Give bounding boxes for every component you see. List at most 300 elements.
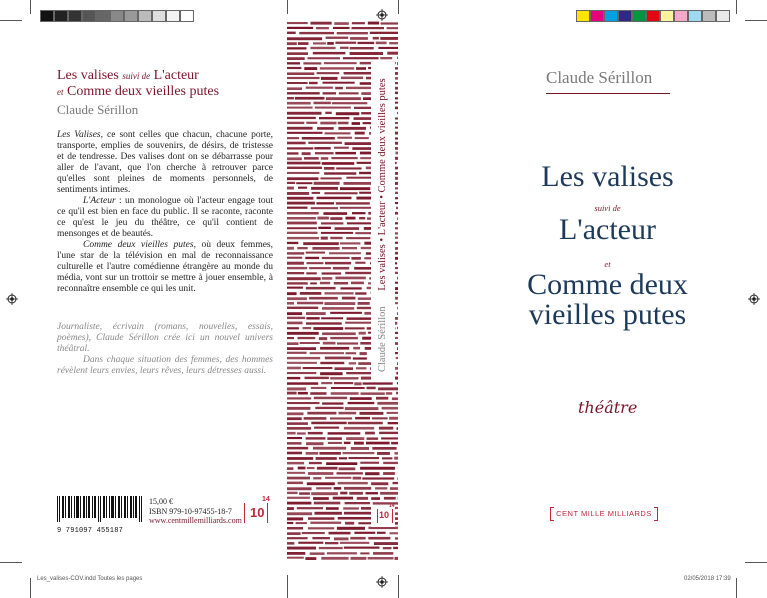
publisher-text: CENT MILLE MILLIARDS: [556, 509, 652, 518]
stripe: [298, 392, 308, 395]
stripe: [397, 327, 398, 329]
stripe: [366, 492, 379, 494]
stripe: [287, 392, 297, 395]
stripe: [295, 97, 325, 100]
stripe: [335, 42, 356, 44]
back-title-acteur: L'acteur: [153, 68, 199, 83]
stripe: [325, 132, 351, 134]
stripe: [308, 527, 334, 529]
stripe: [287, 197, 313, 200]
stripe: [287, 552, 305, 555]
stripe: [344, 442, 351, 444]
stripe: [299, 492, 310, 495]
stripe: [287, 312, 302, 315]
stripe: [304, 157, 319, 160]
stripe: [315, 407, 343, 409]
stripe: [306, 312, 326, 315]
stripe: [381, 437, 398, 439]
stripe: [287, 42, 297, 45]
stripe: [287, 462, 304, 465]
swatch: [180, 10, 194, 22]
stripe: [360, 412, 384, 415]
stripe: [287, 357, 320, 359]
bracket-right-icon: [654, 507, 658, 521]
stripe: [377, 452, 390, 455]
stripe: [339, 467, 356, 470]
stripe: [350, 537, 365, 540]
stripe: [287, 72, 314, 75]
spine-logo-sup: 14: [389, 503, 395, 509]
stripe: [287, 302, 294, 305]
stripe: [334, 382, 353, 384]
stripe: [339, 412, 357, 415]
stripe: [343, 452, 375, 454]
stripe: [304, 417, 327, 420]
stripe: [323, 92, 337, 94]
stripe: [365, 432, 375, 435]
stripe: [396, 207, 398, 209]
stripe: [287, 327, 299, 329]
stripe: [397, 57, 398, 59]
stripe: [306, 272, 317, 274]
stripe: [346, 217, 356, 220]
stripe: [287, 432, 296, 435]
front-cover-author: Claude Sérillon: [546, 68, 653, 87]
stripe: [338, 482, 368, 485]
stripe: [327, 437, 342, 440]
swatch: [674, 10, 688, 22]
stripe: [287, 317, 305, 319]
swatch: [152, 10, 166, 22]
stripe: [377, 402, 398, 405]
stripe: [287, 172, 319, 174]
stripe: [355, 292, 366, 294]
stripe: [287, 32, 296, 34]
stripe: [320, 67, 354, 69]
stripe: [321, 382, 332, 384]
stripe: [287, 352, 307, 354]
stripe: [300, 292, 322, 295]
stripe: [315, 152, 334, 154]
stripe: [303, 242, 339, 245]
stripe: [287, 407, 311, 410]
stripe: [302, 137, 335, 140]
stripe: [311, 422, 346, 425]
stripe: [287, 57, 305, 60]
stripe: [302, 152, 311, 155]
swatch: [166, 10, 180, 22]
publisher-logo-spine: [377, 503, 395, 523]
stripe: [316, 27, 329, 29]
stripe: [287, 397, 311, 399]
stripe: [349, 362, 356, 364]
stripe: [287, 547, 316, 550]
stripe: [287, 412, 304, 415]
author-bio: [57, 322, 273, 377]
stripe: [287, 232, 318, 234]
stripe: [287, 427, 311, 430]
front-title-comme-line1: Comme deux: [527, 268, 688, 301]
stripe: [322, 402, 343, 404]
stripe: [333, 497, 353, 500]
stripe: [345, 502, 371, 504]
stripe: [331, 387, 365, 389]
back-title-suivi-de: suivi de: [122, 71, 151, 81]
stripe: [397, 62, 398, 65]
stripe: [287, 202, 315, 205]
stripe: [340, 542, 369, 544]
stripe: [360, 467, 395, 470]
swatch: [96, 10, 110, 22]
spine-text: [372, 78, 394, 372]
swatch: [646, 10, 660, 22]
stripe: [287, 132, 323, 134]
stripe: [325, 542, 338, 544]
back-cover-author: Claude Sérillon: [57, 102, 139, 117]
stripe: [287, 162, 321, 165]
swatch: [618, 10, 632, 22]
stripe: [299, 32, 334, 34]
stripe: [346, 352, 357, 354]
stripe: [313, 477, 321, 479]
stripe: [350, 397, 372, 400]
stripe: [287, 362, 317, 364]
swatch: [68, 10, 82, 22]
stripe: [387, 52, 398, 55]
stripe: [287, 507, 294, 510]
stripe: [297, 247, 307, 249]
stripe: [368, 537, 390, 540]
stripe: [351, 447, 369, 450]
stripe: [313, 327, 343, 330]
registration-mark-icon: [6, 293, 18, 305]
stripe: [311, 387, 327, 389]
stripe: [287, 377, 300, 379]
stripe: [287, 322, 303, 325]
stripe: [287, 97, 294, 99]
publisher-website[interactable]: www.centmillemilliards.com: [149, 516, 242, 525]
stripe: [397, 427, 399, 430]
stripe: [321, 232, 353, 234]
stripe: [368, 557, 394, 560]
stripe: [316, 487, 331, 489]
stripe: [314, 102, 331, 105]
stripe: [338, 127, 366, 130]
stripe: [362, 477, 394, 479]
swatch: [124, 10, 138, 22]
stripe: [287, 307, 318, 309]
stripe: [335, 87, 343, 90]
stripe: [339, 92, 359, 94]
stripe: [287, 482, 303, 485]
stripe: [357, 497, 368, 500]
stripe: [298, 337, 316, 339]
stripe: [313, 42, 326, 44]
stripe: [320, 122, 336, 125]
stripe: [351, 257, 361, 260]
stripe: [287, 342, 299, 345]
stripe: [314, 182, 340, 185]
stripe: [325, 302, 356, 305]
stripe: [287, 22, 308, 24]
stripe: [338, 517, 373, 520]
stripe: [396, 392, 398, 395]
stripe: [350, 52, 383, 55]
stripe: [325, 112, 331, 114]
stripe: [322, 257, 350, 259]
stripe: [287, 142, 306, 145]
stripe: [323, 212, 347, 215]
stripe: [287, 67, 301, 69]
stripe: [309, 297, 338, 300]
stripe: [368, 527, 398, 529]
front-title-valises: Les valises: [541, 160, 674, 193]
stripe: [358, 302, 370, 305]
stripe: [324, 172, 356, 174]
stripe: [343, 57, 379, 59]
stripe: [324, 62, 357, 64]
stripe: [338, 122, 349, 125]
stripe: [287, 387, 306, 390]
stripe: [352, 27, 385, 29]
stripe: [330, 237, 342, 239]
stripe: [308, 142, 342, 144]
stripe: [395, 197, 398, 199]
stripe: [287, 537, 308, 539]
stripe: [333, 267, 349, 270]
stripe: [324, 192, 357, 194]
stripe: [337, 137, 352, 139]
stripe: [317, 197, 352, 200]
stripe: [395, 272, 398, 274]
swatch: [660, 10, 674, 22]
stripe: [307, 262, 324, 264]
stripe: [372, 417, 388, 419]
stripe: [287, 282, 308, 284]
stripe: [287, 127, 313, 130]
stripe: [312, 192, 321, 194]
front-title-acteur: L'acteur: [558, 213, 656, 246]
stripe: [374, 542, 398, 545]
stripe: [397, 112, 398, 114]
stripe: [334, 282, 348, 285]
stripe: [287, 417, 302, 420]
stripe: [287, 332, 319, 335]
stripe: [355, 137, 369, 139]
stripe: [314, 427, 339, 429]
stripe: [354, 532, 375, 534]
stripe: [287, 452, 302, 455]
stripe: [383, 547, 392, 549]
stripe: [334, 487, 342, 490]
stripe: [287, 207, 308, 209]
stripe: [324, 167, 335, 170]
stripe: [389, 42, 398, 44]
stripe: [312, 247, 339, 250]
stripe: [333, 27, 350, 29]
stripe: [330, 312, 362, 314]
stripe: [379, 432, 398, 434]
stripe: [368, 22, 379, 25]
stripe: [349, 492, 363, 495]
stripe: [287, 222, 317, 225]
stripe: [350, 37, 368, 40]
price-isbn-block: [149, 497, 242, 526]
stripe: [287, 337, 294, 339]
stripe: [320, 177, 341, 179]
stripe: [287, 177, 319, 180]
stripe: [287, 512, 312, 515]
stripe: [336, 167, 361, 169]
stripe: [314, 147, 330, 149]
stripe: [319, 117, 349, 119]
stripe: [396, 152, 399, 155]
stripe: [352, 212, 366, 214]
swatch: [590, 10, 604, 22]
stripe: [287, 122, 304, 124]
stripe: [306, 87, 333, 89]
stripe: [306, 317, 319, 319]
stripe: [287, 217, 316, 220]
stripe: [346, 437, 364, 440]
stripe: [345, 407, 379, 410]
stripe: [287, 257, 302, 259]
stripe: [320, 282, 330, 285]
stripe: [287, 457, 313, 460]
stripe: [382, 407, 398, 410]
stripe: [322, 277, 333, 280]
author-underline: [546, 93, 670, 94]
stripe: [337, 472, 363, 474]
stripe: [395, 557, 399, 560]
stripe: [393, 547, 398, 549]
stripe: [359, 217, 365, 219]
stripe: [387, 27, 398, 29]
stripe: [287, 167, 322, 169]
stripe: [287, 477, 310, 480]
stripe: [309, 462, 322, 464]
stripe: [287, 77, 320, 79]
stripe: [330, 337, 358, 339]
stripe: [287, 382, 318, 385]
stripe: [325, 292, 354, 294]
stripe: [328, 442, 342, 444]
stripe: [366, 442, 390, 445]
stripe: [341, 77, 363, 80]
registration-mark-icon: [376, 576, 388, 588]
stripe: [388, 422, 398, 424]
swatch: [110, 10, 124, 22]
stripe: [380, 492, 398, 495]
stripe: [339, 457, 347, 459]
stripe: [315, 107, 351, 109]
stripe: [287, 267, 307, 269]
stripe: [373, 552, 393, 555]
stripe: [393, 482, 399, 484]
stripe: [319, 452, 341, 455]
stripe: [311, 492, 338, 495]
stripe: [382, 457, 392, 459]
summary-acteur-text: : un monologue où l'acteur engage tout ce qu'il est bien en face du public. Il se raconte, raconte ce qu'est le jeu du théâtre, ce qu'il contient de mensonges et de beautés.: [57, 196, 273, 239]
summary-comme-text: , où deux femmes, l'une star de la télévision en mal de reconnaissance culturelle et l'autre comédienne étrangère au monde du média, vont sur un trottoir se mettre à jouer ensemble, à reconnaître ensemble ce qui les unit.: [57, 240, 273, 294]
stripe: [383, 462, 398, 464]
stripe: [348, 422, 383, 425]
stripe: [287, 237, 319, 239]
summary-acteur-title: L'Acteur: [83, 196, 116, 206]
stripe: [310, 392, 326, 395]
stripe: [313, 497, 329, 500]
stripe: [397, 362, 398, 365]
stripe: [322, 332, 356, 335]
stripe: [287, 242, 298, 244]
stripe: [310, 282, 317, 284]
stripe: [371, 497, 380, 500]
stripe: [360, 462, 379, 464]
back-title-comme: Comme deux vieilles putes: [67, 84, 220, 99]
stripe: [354, 442, 364, 445]
stripe: [287, 367, 301, 370]
stripe: [395, 537, 398, 539]
stripe: [287, 487, 312, 490]
stripe: [376, 397, 388, 400]
stripe: [287, 492, 298, 494]
stripe: [315, 512, 342, 515]
stripe: [356, 67, 366, 70]
collection-label: théâtre: [578, 398, 638, 417]
stripe: [337, 342, 358, 344]
stripe: [311, 207, 338, 209]
stripe: [386, 392, 392, 395]
stripe: [325, 477, 351, 479]
stripe: [372, 447, 396, 450]
stripe: [287, 502, 311, 505]
stripe: [359, 332, 366, 335]
stripe: [323, 342, 336, 345]
stripe: [287, 102, 311, 105]
spine-logo-main: 10: [379, 510, 390, 520]
stripe: [287, 247, 294, 250]
swatch: [40, 10, 54, 22]
stripe: [287, 117, 316, 119]
stripe: [355, 262, 365, 264]
stripe: [327, 42, 334, 45]
stripe: [344, 547, 380, 549]
summary-valises-title: Les Valises: [57, 130, 101, 140]
summary-comme-title: Comme deux vieilles putes: [83, 240, 194, 250]
stripe: [287, 27, 313, 29]
stripe: [322, 272, 342, 274]
isbn-barcode: [57, 496, 143, 535]
file-slug: Les_valises-COV.indd Toutes les pages: [37, 576, 143, 582]
stripe: [334, 22, 349, 25]
stripe: [355, 417, 370, 420]
stripe: [396, 357, 398, 359]
stripe: [287, 107, 313, 109]
stripe: [363, 382, 393, 384]
stripe: [337, 32, 368, 34]
stripe: [321, 222, 343, 224]
stripe: [300, 342, 320, 344]
stripe: [389, 417, 398, 420]
stripe: [377, 532, 386, 534]
bio-line-1: Journaliste, écrivain (romans, nouvelles, essais, poèmes), Claude Sérillon crée ici un nouvel univers théâtral.: [57, 322, 273, 354]
stripe: [353, 477, 362, 480]
publisher-name: [550, 507, 658, 521]
stripe: [296, 522, 307, 524]
stripe: [344, 427, 374, 430]
stripe: [319, 547, 343, 549]
stripe: [287, 447, 308, 450]
